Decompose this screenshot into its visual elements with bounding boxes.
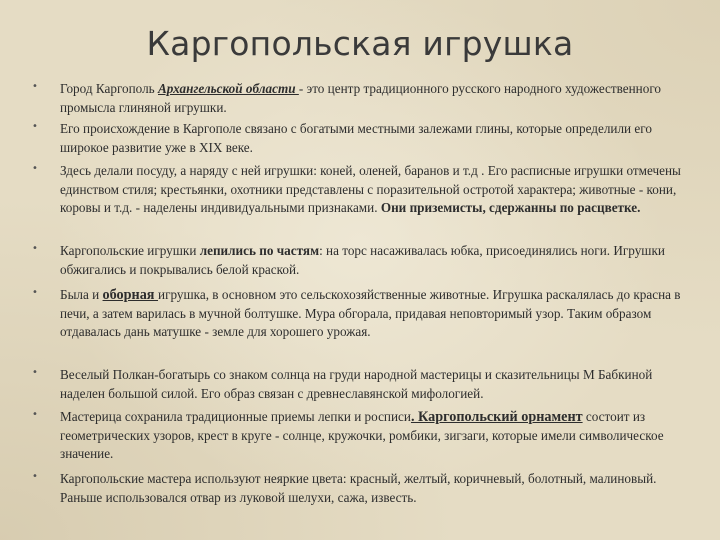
bullet-icon: • xyxy=(32,121,38,132)
page-title: Каргопольская игрушка xyxy=(146,24,574,63)
list-item-text: Была и оборная игрушка, в основном это сельскохозяйственные животные. Игрушка раскалялась до красна в печи, а затем варилась в мучной болтушке. Мура обгорала, придавая неповторимый узор. Таким образом отдавалась дань матушке - земле для хорошего урожая. xyxy=(60,287,681,339)
list-item-text: Его происхождение в Каргополе связано с богатыми местными залежами глины, которые определили его широкое развитие уже в XIX веке. xyxy=(60,121,652,155)
list-item-text: Каргопольские мастера используют неяркие цвета: красный, желтый, коричневый, болотный, малиновый. Раньше использовался отвар из луковой шелухи, сажа, известь. xyxy=(60,471,657,505)
list-item-text: Веселый Полкан-богатырь со знаком солнца на груди народной мастерицы и сказительницы М Бабкиной наделен большой силой. Его образ связан с древнеславянской мифологией. xyxy=(60,367,653,401)
highlight-text: Они приземисты, сдержанны по расцветке. xyxy=(380,200,641,215)
highlight-text: . Каргопольский орнамент xyxy=(410,409,583,425)
highlight-text: лепились по частям xyxy=(199,243,320,258)
bullet-icon: • xyxy=(32,409,38,420)
list-item-text: Город Каргополь Архангельской области - это центр традиционного русского народного художественного промысла глиняной игрушки. xyxy=(60,81,662,115)
bullet-icon: • xyxy=(32,163,38,174)
bullet-icon: • xyxy=(32,81,38,92)
bullet-icon: • xyxy=(32,287,38,298)
bullet-icon: • xyxy=(32,367,38,378)
list-item-text: Мастерица сохранила традиционные приемы лепки и росписи. Каргопольский орнамент состоит из геометрических узоров, крест в круге - солнце, кружочки, ромбики, зигзаги, которые имели символическое значение. xyxy=(60,409,664,461)
highlight-region: Архангельской области xyxy=(157,81,299,96)
bullet-icon: • xyxy=(32,243,38,254)
list-item-text: Каргопольские игрушки лепились по частям: на торс насаживалась юбка, присоединялись ноги. Игрушки обжигались и покрывались белой краской. xyxy=(60,243,665,277)
highlight-text: оборная xyxy=(102,287,159,303)
list-item-text: Здесь делали посуду, а наряду с ней игрушки: коней, оленей, баранов и т.д . Его расписные игрушки отмечены единством стиля; крестьянки, охотники представлены с поразительной остротой характера; животные - кони, коровы и т.д. - наделены индивидуальными признаками. Они приземисты, сдержанны по расцветке. xyxy=(60,163,681,215)
bullet-icon: • xyxy=(32,471,38,482)
